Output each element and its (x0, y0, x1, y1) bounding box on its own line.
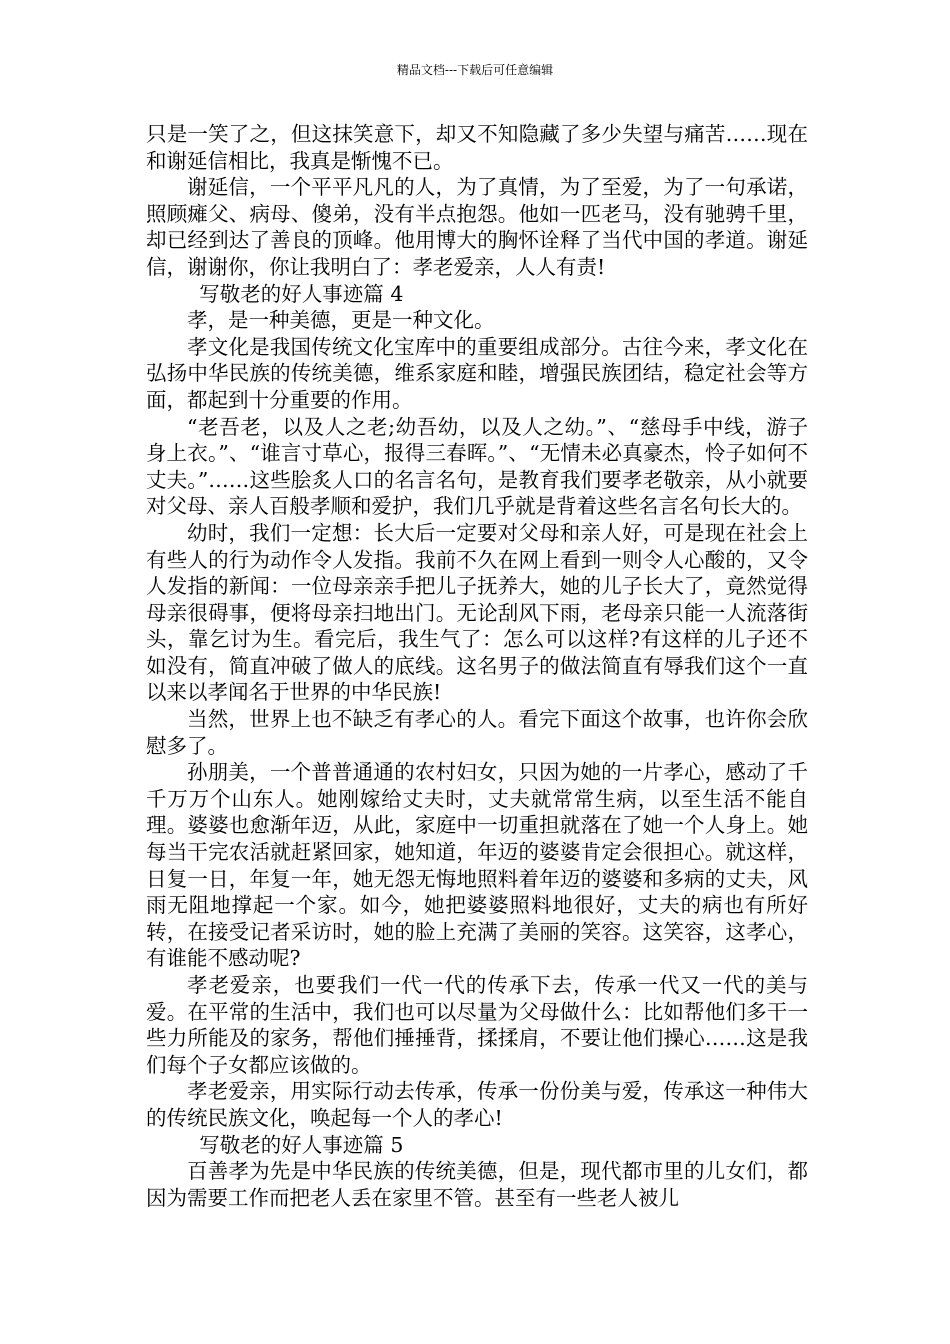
section-heading: 写敬老的好人事迹篇 5 (199, 1132, 404, 1157)
paragraph: 孝，是一种美德，更是一种文化。 (187, 308, 495, 333)
paragraph: “老吾老，以及人之老;幼吾幼，以及人之幼。”、“慈母手中线，游子身上衣。”、“谁言寸草心，报得三春晖。”、“无情未必真豪杰，怜子如何不丈夫。”……这些脍炙人口的名言名句，是教育我们要孝老敬亲，从小就要对父母、亲人百般孝顺和爱护，我们几乎就是背着这些名言名句长大的。 (146, 414, 808, 519)
paragraph: 孙朋美，一个普普通通的农村妇女，只因为她的一片孝心，感动了千千万万个山东人。她刚嫁给丈夫时，丈夫就常常生病，以至生活不能自理。婆婆也愈渐年迈，从此，家庭中一切重担就落在了她一个人身上。她每当干完农活就赶紧回家，她知道，年迈的婆婆肯定会很担心。就这样，日复一日，年复一年，她无怨无悔地照料着年迈的婆婆和多病的丈夫，风雨无阻地撑起一个家。如今，她把婆婆照料地很好，丈夫的病也有所好转，在接受记者采访时，她的脸上充满了美丽的笑容。这笑容，这孝心，有谁能不感动呢? (146, 760, 808, 971)
document-body (146, 121, 808, 1211)
paragraph: 谢延信，一个平平凡凡的人，为了真情，为了至爱，为了一句承诺，照顾瘫父、病母、傻弟，没有半点抱怨。他如一匹老马，没有驰骋千里，却已经到达了善良的顶峰。他用博大的胸怀诠释了当代中国的孝道。谢延信，谢谢你，你让我明白了：孝老爱亲，人人有责! (146, 175, 808, 279)
section-heading: 写敬老的好人事迹篇 4 (199, 281, 404, 306)
paragraph: 孝老爱亲，用实际行动去传承，传承一份份美与爱，传承这一种伟大的传统民族文化，唤起每一个人的孝心! (146, 1079, 808, 1130)
page-header: 精品文档---下载后可任意编辑 (396, 63, 554, 77)
paragraph: 孝老爱亲，也要我们一代一代的传承下去，传承一代又一代的美与爱。在平常的生活中，我们也可以尽量为父母做什么：比如帮他们多干一些力所能及的家务，帮他们捶捶背，揉揉肩，不要让他们操心……这是我们每个子女都应该做的。 (146, 973, 808, 1077)
paragraph: 孝文化是我国传统文化宝库中的重要组成部分。古往今来，孝文化在弘扬中华民族的传统美德，维系家庭和睦，增强民族团结，稳定社会等方面，都起到十分重要的作用。 (146, 334, 808, 412)
paragraph: 只是一笑了之，但这抹笑意下，却又不知隐藏了多少失望与痛苦……现在和谢延信相比，我真是惭愧不已。 (146, 122, 808, 173)
paragraph: 当然，世界上也不缺乏有孝心的人。看完下面这个故事，也许你会欣慰多了。 (146, 707, 808, 758)
paragraph: 幼时，我们一定想：长大后一定要对父母和亲人好，可是现在社会上有些人的行为动作令人发指。我前不久在网上看到一则令人心酸的，又令人发指的新闻：一位母亲亲手把儿子抚养大，她的儿子长大了，竟然觉得母亲很碍事，便将母亲扫地出门。无论刮风下雨，老母亲只能一人流落街头，靠乞讨为生。看完后，我生气了：怎么可以这样?有这样的儿子还不如没有，简直冲破了做人的底线。这名男子的做法简直有辱我们这个一直以来以孝闻名于世界的中华民族! (146, 520, 808, 705)
paragraph: 百善孝为先是中华民族的传统美德，但是，现代都市里的儿女们，都因为需要工作而把老人丢在家里不管。甚至有一些老人被儿 (146, 1159, 808, 1210)
